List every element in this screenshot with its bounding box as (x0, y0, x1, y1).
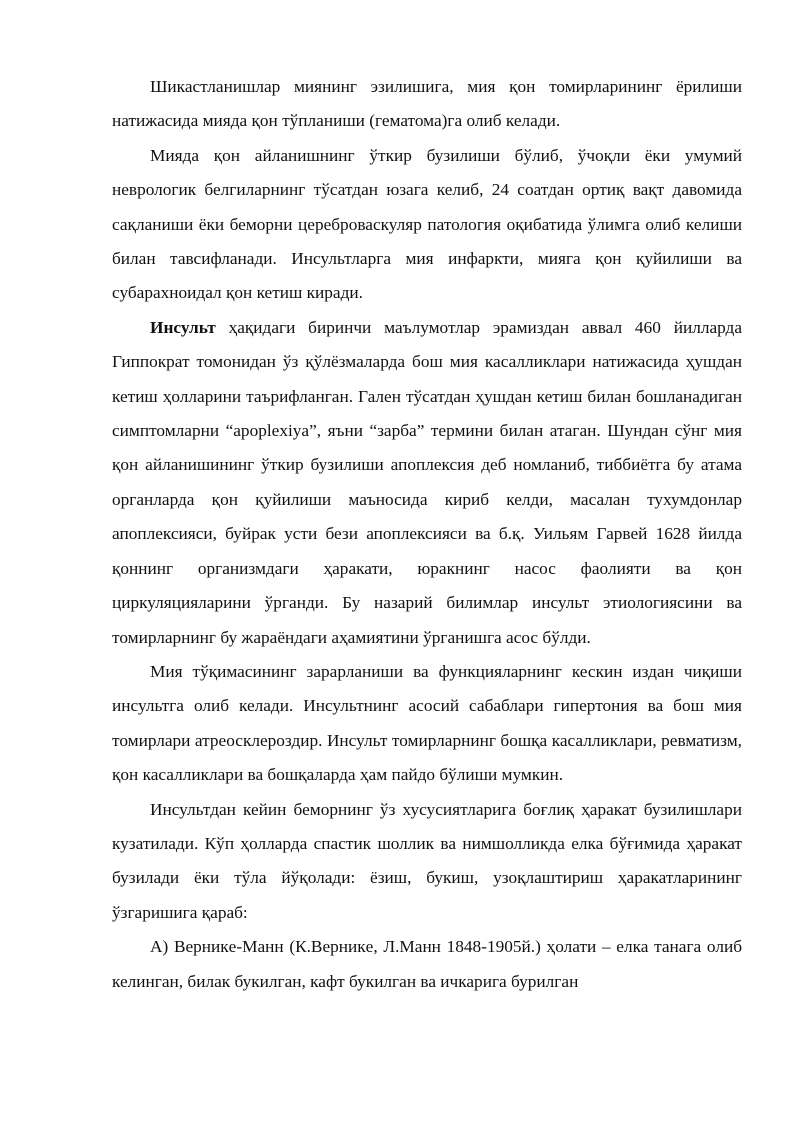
paragraph-text: ҳақидаги биринчи маълумотлар эрамиздан аввал 460 йилларда Гиппократ томонидан ўз қўлёзмаларда бош мия касалликлари натижасида ҳушдан кетиш ҳолларини таърифланган. Гален тўсатдан ҳушдан кетиш билан бошланадиган симптомларни “apoplexiya”, яъни “зарба” термини билан атаган. Шундан сўнг мия қон айланишининг ўткир бузилиши апоплексия деб номланиб, тиббиётга бу атама органларда қон қуйилиши маъносида кириб келди, масалан тухумдонлар апоплексияси, буйрак усти бези апоплексияси ва б.қ. Уильям Гарвей 1628 йилда қоннинг организмдаги ҳаракати, юракнинг насос фаолияти ва қон циркуляцияларини ўрганди. Бу назарий билимлар инсульт этиологиясини ва томирларнинг бу жараёндаги аҳамиятини ўрганишга асос бўлди. (112, 317, 742, 647)
bold-term: Инсульт (150, 317, 216, 337)
paragraph-text: Шикастланишлар миянинг эзилишига, мия қон томирларининг ёрилиши натижасида мияда қон тўпланиши (гематома)га олиб келади. (112, 77, 742, 131)
paragraph-history (112, 311, 742, 655)
paragraph-text: Мия тўқимасининг зарарланиши ва функцияларнинг кескин издан чиқиши инсультга олиб келади. Инсультнинг асосий сабаблари гипертония ва бош мия томирлари атреосклероздир. Инсульт томирларнинг бошқа касалликлари, ревматизм, қон касалликлари ва бошқаларда ҳам пайдо бўлиши мумкин. (112, 661, 742, 785)
paragraph-text: Инсультдан кейин беморнинг ўз хусусиятларига боғлиқ ҳаракат бузилишлари кузатилади. Кўп ҳолларда спастик шоллик ва нимшолликда елка бўғимида ҳаракат бузилади ёки тўла йўқолади: ёзиш, букиш, узоқлаштириш ҳаракатларининг ўзгаришига қараб: (112, 799, 742, 922)
paragraph-causes (112, 655, 742, 793)
paragraph-wernicke-mann (112, 930, 742, 999)
paragraph-injury (112, 70, 742, 139)
document-body (112, 70, 742, 999)
paragraph-text: А) Верникe-Манн (К.Верникe, Л.Манн 1848-1905й.) ҳолати – елка танага олиб келинган, билак букилган, кафт букилган ва ичкарига бурилган (112, 937, 742, 991)
paragraph-definition (112, 139, 742, 311)
paragraph-text: Мияда қон айланишнинг ўткир бузилиши бўлиб, ўчоқли ёки умумий неврологик белгиларнинг тўсатдан юзага келиб, 24 соатдан ортиқ вақт давомида сақланиши ёки беморни цереброваскуляр патология оқибатида ўлимга олиб келиши билан тавсифланади. Инсультларга мия инфаркти, мияга қон қуйилиши ва субарахноидал қон кетиш киради. (112, 145, 742, 303)
paragraph-movement (112, 793, 742, 931)
